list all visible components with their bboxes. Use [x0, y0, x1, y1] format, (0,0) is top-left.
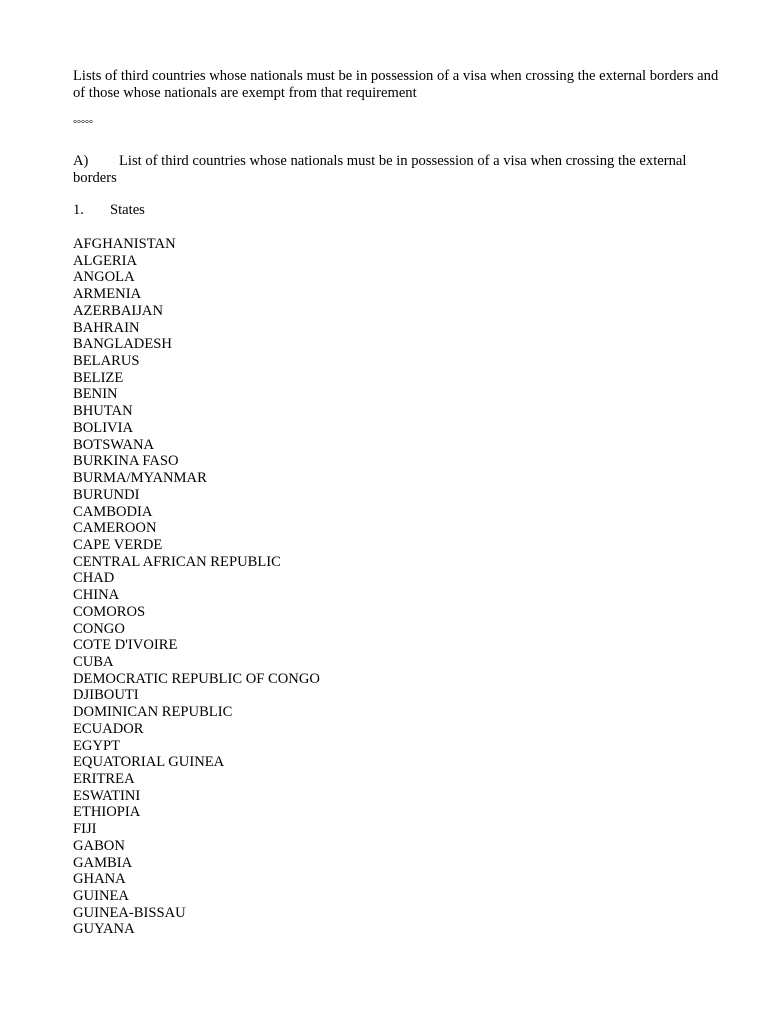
list-item: GAMBIA: [73, 854, 133, 871]
list-item: EGYPT: [73, 737, 121, 754]
list-item: BHUTAN: [73, 403, 133, 420]
document-page: [73, 68, 723, 938]
list-item: AFGHANISTAN: [73, 236, 176, 252]
states-heading-label: States: [110, 202, 145, 218]
list-item: BENIN: [73, 386, 118, 403]
list-item: BANGLADESH: [73, 336, 172, 353]
list-item: DOMINICAN REPUBLIC: [73, 704, 233, 721]
list-item: BURKINA FASO: [73, 453, 179, 470]
section-a-text: List of third countries whose nationals must be in possession of a visa when crossing the external borders: [73, 153, 687, 186]
states-heading: [73, 202, 145, 219]
list-item: COTE D'IVOIRE: [73, 637, 178, 654]
list-item: ANGOLA: [73, 269, 135, 286]
list-item: ETHIOPIA: [73, 804, 141, 821]
section-a-heading: [73, 153, 723, 187]
list-item: ESWATINI: [73, 787, 141, 804]
list-item: DEMOCRATIC REPUBLIC OF CONGO: [73, 670, 320, 687]
intro-paragraph: Lists of third countries whose nationals must be in possession of a visa when crossing the external borders and of those whose nationals are exempt from that requirement: [73, 68, 719, 101]
list-item: BOLIVIA: [73, 419, 133, 436]
list-item: GUINEA: [73, 888, 129, 905]
list-item: CAMEROON: [73, 520, 157, 537]
section-a-marker: A): [73, 153, 89, 169]
list-item: EQUATORIAL GUINEA: [73, 754, 225, 771]
list-item: CHAD: [73, 570, 115, 587]
list-item: AZERBAIJAN: [73, 302, 163, 319]
list-item: GUINEA-BISSAU: [73, 904, 186, 921]
list-item: ARMENIA: [73, 286, 142, 303]
list-item: BELIZE: [73, 369, 124, 386]
country-list: [73, 236, 320, 938]
list-item: CENTRAL AFRICAN REPUBLIC: [73, 553, 281, 570]
list-item: CAPE VERDE: [73, 536, 163, 553]
list-item: BELARUS: [73, 353, 140, 370]
list-item: COMOROS: [73, 603, 146, 620]
list-item: CAMBODIA: [73, 503, 153, 520]
list-item: GUYANA: [73, 921, 135, 938]
list-item: FIJI: [73, 821, 97, 838]
list-item: ERITREA: [73, 771, 135, 787]
list-item: DJIBOUTI: [73, 687, 139, 704]
list-item: GHANA: [73, 871, 126, 888]
list-item: ECUADOR: [73, 720, 144, 737]
list-item: BURMA/MYANMAR: [73, 470, 207, 487]
list-item: BAHRAIN: [73, 319, 140, 336]
separator-marks: °°°°°: [73, 119, 93, 130]
list-item: CHINA: [73, 587, 120, 604]
list-item: GABON: [73, 837, 125, 854]
states-heading-number: 1.: [73, 202, 84, 218]
list-item: ALGERIA: [73, 252, 138, 269]
list-item: CUBA: [73, 653, 114, 670]
list-item: CONGO: [73, 620, 125, 637]
list-item: BOTSWANA: [73, 436, 155, 453]
list-item: BURUNDI: [73, 486, 140, 503]
